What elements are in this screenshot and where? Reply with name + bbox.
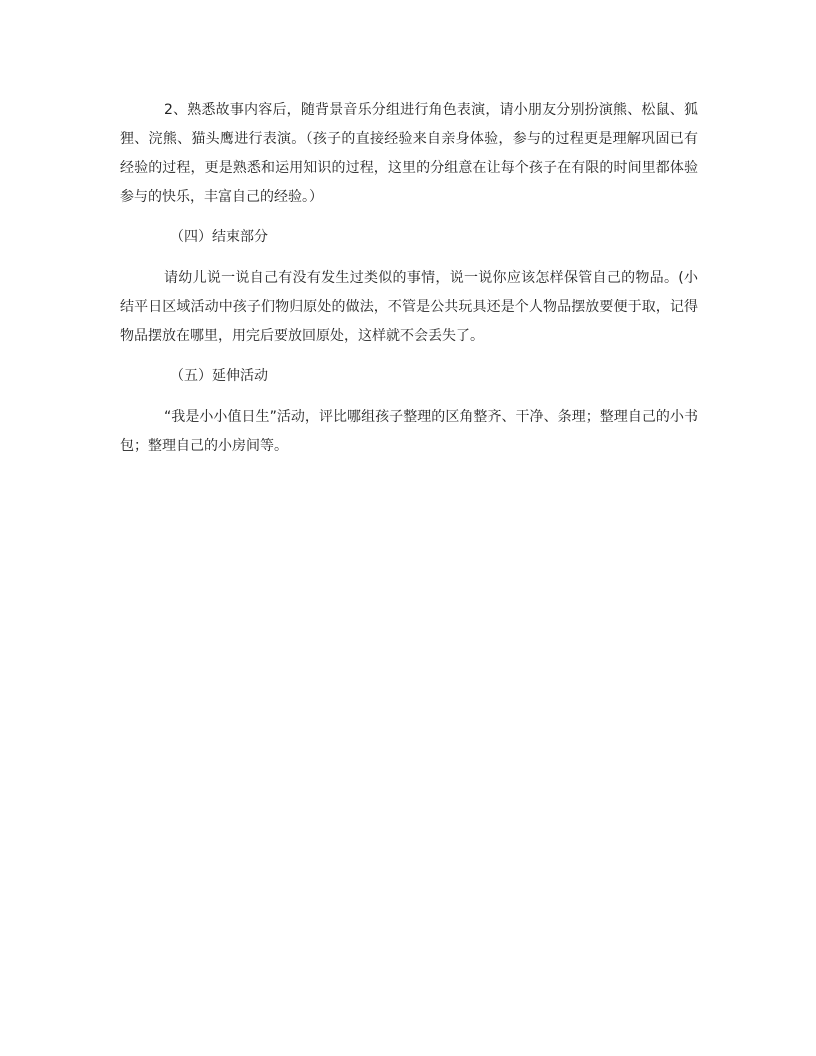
heading-extension: （五）延伸活动 (170, 368, 268, 384)
paragraph-conclusion: 请幼儿说一说自己有没有发生过类似的事情，说一说你应该怎样保管自己的物品。(小结平日区域活动中孩子们物归原处的做法，不管是公共玩具还是个人物品摆放要便于取，记得物品摆放在哪里，用完后要放回原处，这样就不会丢失了。 (120, 270, 698, 344)
paragraph-extension: “我是小小值日生”活动，评比哪组孩子整理的区角整齐、干净、条理；整理自己的小书包；整理自己的小房间等。 (120, 409, 698, 454)
document-body (120, 96, 698, 472)
heading-conclusion: （四）结束部分 (170, 229, 268, 245)
paragraph-role-play: 2、熟悉故事内容后，随背景音乐分组进行角色表演，请小朋友分别扮演熊、松鼠、狐狸、浣熊、猫头鹰进行表演。（孩子的直接经验来自亲身体验，参与的过程更是理解巩固已有经验的过程，更是熟悉和运用知识的过程，这里的分组意在让每个孩子在有限的时间里都体验参与的快乐，丰富自己的经验。） (120, 102, 698, 205)
